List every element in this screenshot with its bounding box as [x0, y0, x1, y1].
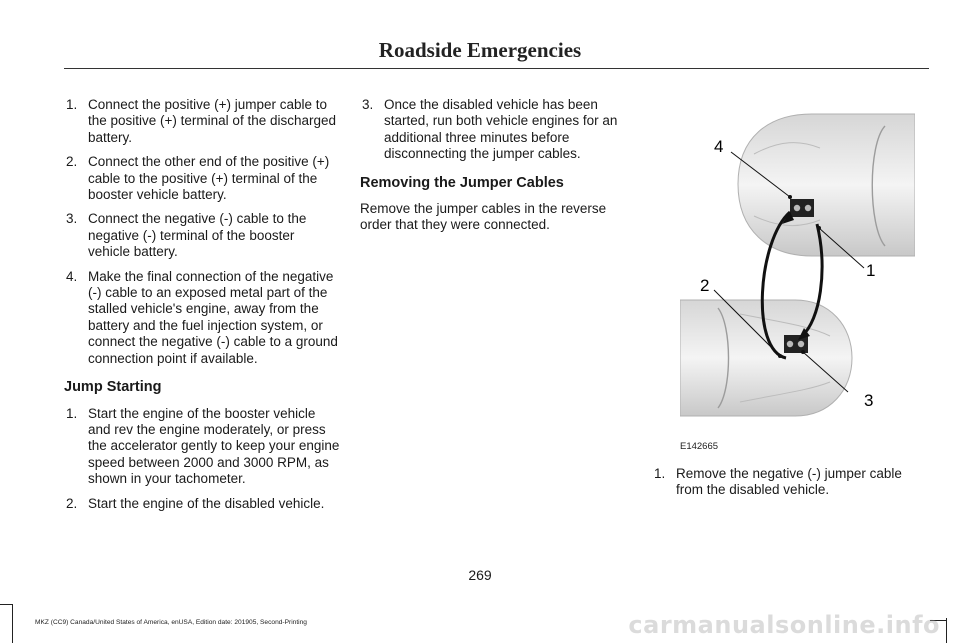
callout-3: 3	[864, 391, 874, 410]
jumper-cable-diagram	[680, 100, 915, 452]
watermark: carmanualsonline.info	[628, 611, 940, 639]
section-heading-jump-starting: Jump Starting	[64, 379, 162, 396]
list-item	[64, 97, 340, 146]
disabled-vehicle	[680, 300, 852, 416]
callout-4: 4	[714, 137, 724, 156]
header-divider	[64, 68, 929, 69]
connect-steps-list	[64, 97, 340, 367]
step-number: 2.	[66, 154, 78, 170]
step-text: Connect the positive (+) jumper cable to the positive (+) terminal of the discharged battery.	[88, 97, 337, 145]
column-left	[64, 97, 340, 520]
removal-steps-list	[652, 466, 922, 499]
step-text: Connect the negative (-) cable to the negative (-) terminal of the booster vehicle battery.	[88, 211, 307, 260]
list-item	[64, 211, 340, 260]
page-number: 269	[468, 567, 492, 583]
list-item	[64, 406, 340, 488]
jump-steps-list	[64, 406, 340, 512]
crop-mark	[946, 618, 947, 643]
step-number: 1.	[654, 466, 666, 481]
step-number: 4.	[66, 268, 78, 284]
list-item	[64, 496, 340, 512]
callout-1: 1	[866, 261, 876, 280]
list-item	[64, 154, 340, 203]
step-text: Once the disabled vehicle has been started, run both vehicle engines for an additional three minutes before disconnecting the jumper cables.	[384, 97, 618, 162]
section-heading-removing-cables: Removing the Jumper Cables	[360, 174, 564, 191]
step-number: 1.	[66, 97, 78, 112]
step-number: 2.	[66, 495, 78, 511]
step-number: 1.	[66, 405, 78, 421]
removal-paragraph: Remove the jumper cables in the reverse order that they were connected.	[360, 201, 607, 233]
page-title: Roadside Emergencies	[378, 38, 582, 62]
callout-2: 2	[700, 276, 710, 295]
step-text: Start the engine of the booster vehicle and rev the engine moderately, or press the accelerator gently to keep your engine speed between 2000 and 3000 RPM, as shown in your tachometer.	[88, 405, 340, 487]
crop-mark	[12, 604, 13, 643]
diagram-svg	[680, 100, 915, 452]
step-text: Remove the negative (-) jumper cable from the disabled vehicle.	[676, 466, 902, 498]
list-item	[360, 97, 630, 163]
continue-steps-list	[360, 97, 630, 163]
figure-code: E142665	[680, 441, 719, 452]
column-right	[652, 466, 922, 507]
column-middle	[360, 97, 630, 234]
list-item	[652, 466, 922, 499]
step-number: 3.	[66, 211, 78, 227]
list-item	[64, 269, 340, 367]
step-text: Make the final connection of the negative (-) cable to an exposed metal part of the stalled vehicle's engine, away from the battery and the fuel injection system, or connect the negative (-) cable to a ground connection point if available.	[88, 268, 338, 366]
step-text: Connect the other end of the positive (+) cable to the positive (+) terminal of the booster vehicle battery.	[88, 154, 330, 203]
step-number: 3.	[362, 97, 374, 112]
crop-mark	[0, 604, 12, 605]
step-text: Start the engine of the disabled vehicle.	[88, 495, 325, 511]
booster-battery	[790, 199, 814, 217]
footer-edition-text: MKZ (CC9) Canada/United States of America, enUSA, Edition date: 201905, Second-Printing	[35, 619, 307, 626]
